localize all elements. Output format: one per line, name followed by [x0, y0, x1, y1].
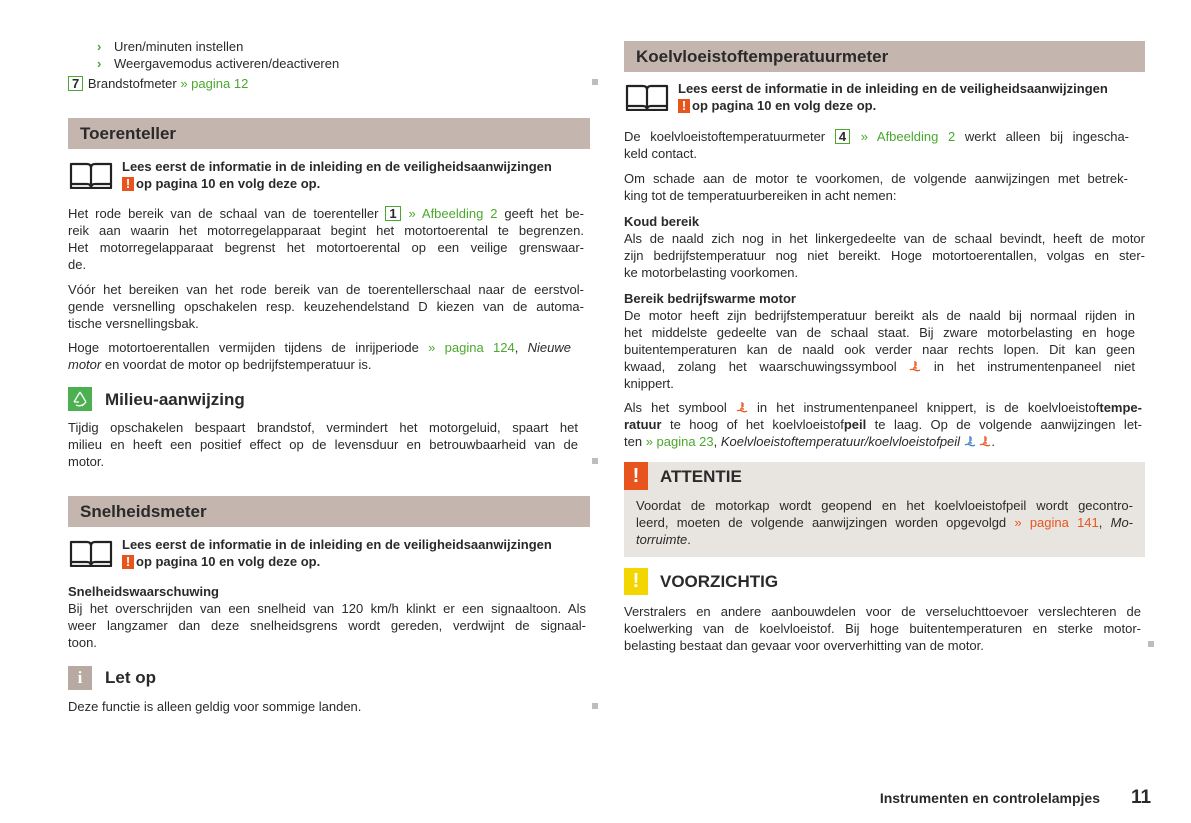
paragraph [624, 307, 1135, 392]
bullet-item: Weergavemodus activeren/deactiveren [114, 56, 340, 71]
text-span: in het instrumentenpaneel knippert, is de koelvloeistof [747, 400, 1100, 415]
page-link[interactable]: » pagina 124 [428, 340, 515, 355]
warning-flag-icon: ! [678, 99, 690, 113]
text-span: kwaad, zolang het waarschuwingssymbool [624, 359, 910, 374]
text-span: , [713, 434, 721, 449]
text-line [636, 514, 1133, 531]
text-span: Om schade aan de motor te voorkomen, de volgende aanwijzingen met betrek- [624, 171, 1128, 186]
warning-flag-icon: ! [122, 555, 134, 569]
text-span: ke motorbelasting voorkomen. [624, 265, 799, 280]
subheading [68, 583, 368, 600]
paragraph [68, 281, 584, 332]
text-span: , [1098, 515, 1111, 530]
text-span [851, 129, 861, 144]
text-line [68, 75, 368, 92]
text-span: Lees eerst de informatie in de inleiding en de veiligheidsaanwijzingen [122, 159, 552, 174]
warning-flag-icon: ! [122, 177, 134, 191]
text-line [68, 419, 578, 436]
section-end-marker [592, 458, 598, 464]
text-line [68, 617, 586, 634]
text-span: Het motorregelapparaat begrenst het motortoerental op een veilige grenswaar- [68, 240, 584, 255]
text-line [624, 358, 1135, 375]
footer-section-title: Instrumenten en controlelampjes [879, 790, 1100, 806]
text-span: de. [68, 257, 87, 272]
chevron-right-icon: › [97, 56, 102, 71]
text-line [624, 433, 1142, 450]
text-span: tische versnellingsbak. [68, 316, 199, 331]
text-span: Voordat de motorkap wordt geopend en het koelvloeistofpeil wordt gecontro- [636, 498, 1133, 513]
book-icon [625, 81, 669, 111]
safety-note [678, 80, 1145, 114]
text-span: motor. [68, 454, 105, 469]
text-line [68, 339, 571, 356]
text-span: knippert. [624, 376, 674, 391]
attention-text [636, 497, 1133, 548]
text-line [68, 356, 571, 373]
text-line [624, 637, 1141, 654]
text-span: , [514, 340, 528, 355]
text-span: te laag. Op de volgende aanwijzingen let- [866, 417, 1142, 432]
text-span: Nieuwe [527, 340, 572, 355]
text-span: op pagina 10 en volg deze op. [136, 554, 321, 569]
subheading [624, 213, 924, 230]
text-line [68, 205, 584, 222]
coolant-temperature-warning-icon [979, 434, 991, 446]
text-span: Hoge motortoerentallen vermijden tijdens de inrijperiode [68, 340, 429, 355]
text-line [624, 230, 1145, 247]
text-line [68, 281, 584, 298]
text-span: Snelheidswaarschuwing [68, 584, 219, 599]
text-span: gende versnelling opschakelen resp. keuzehendelstand D kiezen van de automa- [68, 299, 584, 314]
page-link[interactable]: » pagina 141 [1014, 515, 1099, 530]
text-line [624, 145, 1129, 162]
text-span: Als de naald zich nog in het linkergedeelte van de schaal bevindt, heeft de motor [624, 231, 1145, 246]
text-span: leerd, moeten de volgende aanwijzingen worden opgevolgd [636, 515, 1015, 530]
paragraph [68, 600, 586, 651]
text-span: torruimte [636, 532, 688, 547]
text-span: te hoog of het koelvloeistof [661, 417, 844, 432]
text-line [624, 620, 1141, 637]
let-op-heading: Let op [105, 668, 156, 687]
text-span: koelwerking van de koelvloeistof. Bij hoge buitentemperaturen en sterke motor- [624, 621, 1141, 636]
section-end-marker [592, 79, 598, 85]
text-line [68, 583, 368, 600]
page-link[interactable]: » pagina 23 [645, 434, 714, 449]
paragraph [68, 205, 584, 273]
caution-heading: VOORZICHTIG [660, 572, 779, 591]
paragraph [624, 128, 1129, 162]
section-end-marker [1148, 641, 1154, 647]
text-span: ratuur [624, 417, 662, 432]
book-icon [69, 537, 113, 567]
text-line [624, 375, 1135, 392]
paragraph [624, 603, 1141, 654]
page-number: 11 [1131, 787, 1152, 808]
text-line [68, 239, 584, 256]
text-line [624, 603, 1141, 620]
book-icon [69, 159, 113, 189]
text-line [68, 600, 586, 617]
paragraph [624, 170, 1128, 204]
section-heading-snelheidsmeter: Snelheidsmeter [68, 496, 590, 527]
text-line [68, 698, 468, 715]
text-span: tempe- [1099, 400, 1142, 415]
text-span: Deze functie is alleen geldig voor sommige landen. [68, 699, 362, 714]
text-line [68, 634, 586, 651]
caution-icon: ! [624, 568, 648, 595]
text-span: Koelvloeistoftemperatuur/koelvloeistofpeil [720, 434, 961, 449]
text-span: De motor heeft zijn bedrijfstemperatuur bereikt als de naald bij normaal rijden in [624, 308, 1135, 323]
text-span: Bij het overschrijden van een snelheid van 120 km/h klinkt er een signaaltoon. Als [68, 601, 586, 616]
text-line [122, 553, 590, 570]
paragraph [624, 399, 1142, 450]
section-heading-koelvloeistof: Koelvloeistoftemperatuurmeter [624, 41, 1145, 72]
text-span: Verstralers en andere aanbouwdelen voor de verseluchttoevoer verslechteren de [624, 604, 1141, 619]
info-icon: i [68, 666, 92, 690]
bullet-item: Uren/minuten instellen [114, 39, 244, 54]
text-span: Vóór het bereiken van het rode bereik van de toerentellerschaal naar de eerstvol- [68, 282, 584, 297]
section-end-marker [592, 703, 598, 709]
text-span: op pagina 10 en volg deze op. [692, 98, 877, 113]
section-heading-toerenteller: Toerenteller [68, 118, 590, 149]
text-span: buitentemperaturen kan de naald ook verder naar rechts lopen. Dit kan geen [624, 342, 1135, 357]
text-span: . [687, 532, 691, 547]
paragraph [68, 419, 578, 470]
text-span: zijn bedrijfstemperatuur nog niet bereikt. Hoge motortoerentallen, volgas en ster- [624, 248, 1145, 263]
text-span: Brandstofmeter [84, 76, 181, 91]
paragraph [624, 230, 1145, 281]
text-span: . [991, 434, 995, 449]
text-line [624, 341, 1135, 358]
paragraph [68, 339, 571, 373]
text-span: ten [624, 434, 646, 449]
text-span: Het rode bereik van de schaal van de toerenteller [68, 206, 386, 221]
text-line [624, 170, 1128, 187]
text-line [624, 416, 1142, 433]
text-line [68, 453, 578, 470]
text-span: peil [843, 417, 867, 432]
text-line [624, 324, 1135, 341]
text-line [68, 315, 584, 332]
text-span: belasting bestaat dan gevaar voor oververhitting van de motor. [624, 638, 984, 653]
text-span: Tijdig opschakelen bespaart brandstof, vermindert het motorgeluid, spaart het [68, 420, 578, 435]
text-span: toon. [68, 635, 97, 650]
subheading [624, 290, 924, 307]
text-line [624, 264, 1145, 281]
text-span: reik aan waarin het motorregelapparaat begint het motortoerental te begrenzen. [68, 223, 584, 238]
text-line [678, 97, 1145, 114]
text-span: werkt alleen bij ingescha- [955, 129, 1130, 144]
text-span: milieu en heeft een positief effect op de levensduur en betrouwbaarheid van de [68, 437, 578, 452]
safety-note [122, 158, 590, 192]
text-line [624, 399, 1142, 416]
milieu-heading: Milieu-aanwijzing [105, 390, 245, 409]
text-line [624, 128, 1129, 145]
warning-icon: ! [624, 462, 648, 490]
text-span: Lees eerst de informatie in de inleiding en de veiligheidsaanwijzingen [122, 537, 552, 552]
page-link[interactable]: » pagina 12 [180, 76, 249, 91]
text-span: op pagina 10 en volg deze op. [136, 176, 321, 191]
coolant-level-icon [964, 434, 976, 446]
text-span: motor [68, 357, 102, 372]
coolant-temperature-warning-icon [736, 400, 748, 412]
text-span: king tot de temperatuurbereiken in acht nemen: [624, 188, 897, 203]
page-link[interactable]: » Afbeelding 2 [408, 206, 498, 221]
text-line [678, 80, 1145, 97]
figure-callout-badge: 4 [835, 129, 850, 144]
text-line [68, 222, 584, 239]
paragraph [68, 698, 468, 715]
text-span: Mo- [1110, 515, 1133, 530]
attention-heading: ATTENTIE [660, 467, 742, 486]
figure-callout-badge: 7 [68, 76, 83, 91]
text-span: en voordat de motor op bedrijfstemperatuur is. [101, 357, 372, 372]
text-line [122, 175, 590, 192]
text-line [624, 307, 1135, 324]
text-span: geeft het be- [497, 206, 584, 221]
text-span: Als het symbool [624, 400, 736, 415]
text-span: weer langzamer dan deze snelheidsgrens wordt gereden, verdwijnt de signaal- [68, 618, 586, 633]
legend-item-7 [68, 75, 368, 92]
text-line [122, 536, 590, 553]
text-line [636, 531, 1133, 548]
text-span: het middelste gedeelte van de schaal staat. Bij zware motorbelasting en hoge [624, 325, 1135, 340]
text-line [68, 436, 578, 453]
environment-icon [68, 387, 92, 411]
text-span: Lees eerst de informatie in de inleiding en de veiligheidsaanwijzingen [678, 81, 1108, 96]
text-line [624, 290, 924, 307]
figure-callout-badge: 1 [385, 206, 400, 221]
coolant-temperature-warning-icon [909, 359, 921, 371]
text-span: Bereik bedrijfswarme motor [624, 291, 796, 306]
chevron-right-icon: › [97, 39, 102, 54]
text-span: keld contact. [624, 146, 697, 161]
text-line [636, 497, 1133, 514]
text-line [122, 158, 590, 175]
text-span: in het instrumentenpaneel niet [921, 359, 1135, 374]
text-line [68, 298, 584, 315]
text-line [624, 187, 1128, 204]
text-line [624, 213, 924, 230]
safety-note [122, 536, 590, 570]
text-span: Koud bereik [624, 214, 700, 229]
text-line [624, 247, 1145, 264]
text-line [68, 256, 584, 273]
page-link[interactable]: » Afbeelding 2 [860, 129, 956, 144]
text-span: De koelvloeistoftemperatuurmeter [624, 129, 835, 144]
